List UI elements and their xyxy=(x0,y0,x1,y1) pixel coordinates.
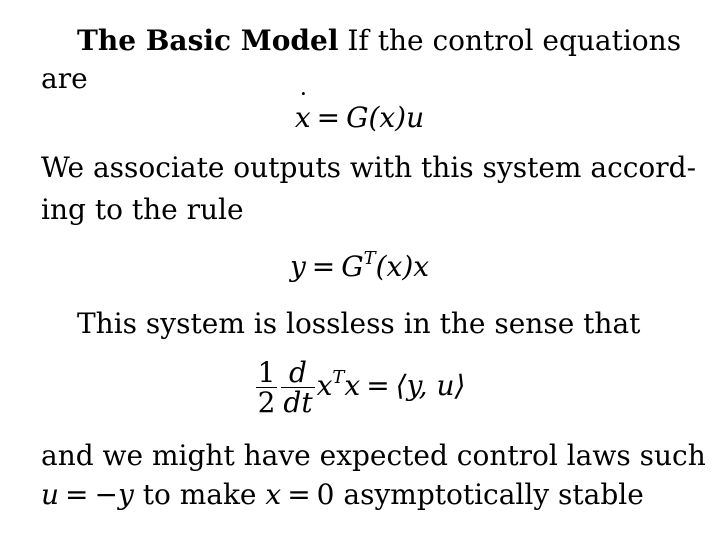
para4-op: = xyxy=(65,478,89,511)
para4-mid: to make xyxy=(133,478,266,511)
intro-line xyxy=(77,23,682,59)
para4-neg-y: −y xyxy=(94,478,134,511)
para4-line1: and we might have expected control laws such xyxy=(41,439,706,472)
equation-output xyxy=(0,249,719,285)
section-heading: The Basic Model xyxy=(77,24,339,57)
eq1-lhs: x ˙ xyxy=(295,100,311,136)
para3: This system is lossless in the sense that xyxy=(77,307,641,340)
eq2-op: = xyxy=(311,250,336,283)
para4-x: x xyxy=(265,478,282,511)
eq1-op: = xyxy=(316,101,341,134)
eq1-args: (x) xyxy=(368,101,407,134)
para4-u: u xyxy=(41,478,60,511)
eq2-G: G xyxy=(341,250,364,283)
equation-lossless xyxy=(0,354,719,426)
eq2-lhs: y xyxy=(289,250,306,283)
intro-text: If the control equations xyxy=(347,24,682,57)
eq2-args: (x) xyxy=(375,250,414,283)
eq1-G: G xyxy=(346,101,369,134)
eq3-op: = xyxy=(366,369,390,402)
eq3-frac1-den: 2 xyxy=(257,386,276,419)
eq3-frac-derivative xyxy=(281,355,314,419)
eq3-frac1-num: 1 xyxy=(257,355,276,389)
eq3-frac2-den: dt xyxy=(283,386,313,419)
eq3-inner-product: ⟨y, u⟩ xyxy=(395,369,466,402)
para4-zero: 0 xyxy=(316,478,335,511)
eq3-frac-half xyxy=(256,355,278,419)
intro-line-end: are xyxy=(41,62,88,95)
para2-line1: We associate outputs with this system accord- xyxy=(41,151,697,184)
eq3-frac2-num: d xyxy=(281,358,314,388)
eq1-u: u xyxy=(406,101,425,134)
eq3-x2: x xyxy=(344,369,361,402)
eq3-transpose: T xyxy=(332,367,345,388)
equation-control xyxy=(0,100,719,136)
eq2-x: x xyxy=(413,250,430,283)
eq2-transpose: T xyxy=(363,248,376,269)
para2-line2: ing to the rule xyxy=(41,193,244,226)
eq3-x: x xyxy=(316,369,333,402)
para4-tail: asymptotically stable xyxy=(334,478,644,511)
para4-line2 xyxy=(41,477,679,513)
para4-op2: = xyxy=(287,478,311,511)
